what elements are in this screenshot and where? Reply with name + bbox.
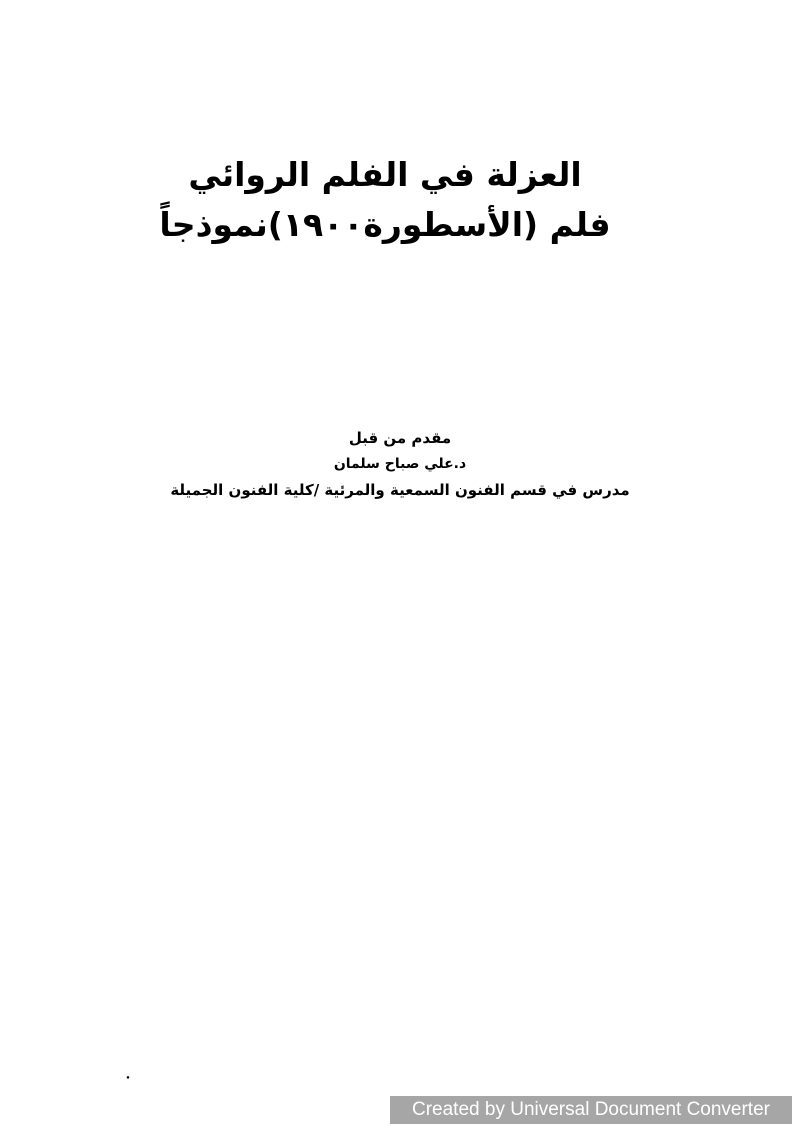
title-line-1: العزلة في الفلم الروائي <box>188 155 582 194</box>
author-name: د.علي صباح سلمان <box>333 456 467 472</box>
title-line-2: فلم (الأسطورة١٩٠٠)نموذجاً <box>159 205 611 244</box>
converter-watermark: Created by Universal Document Converter <box>390 1096 792 1124</box>
title-block <box>100 150 670 250</box>
author-affiliation: مدرس في قسم الفنون السمعية والمرئية /كلية الفنون الجميلة <box>170 481 630 499</box>
byline-block <box>140 424 660 504</box>
byline-label: مقدم من قبل <box>348 429 452 447</box>
page-number: ٠ <box>124 1070 132 1085</box>
